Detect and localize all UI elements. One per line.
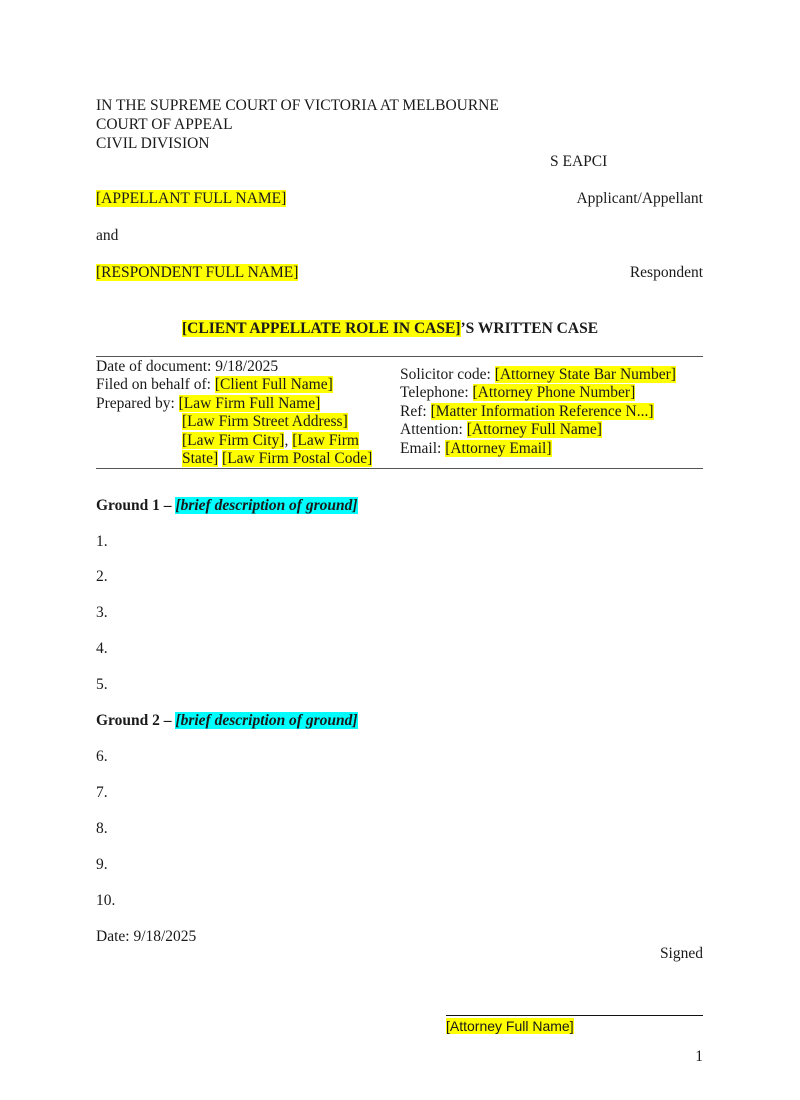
attention-label: Attention:: [400, 421, 467, 438]
paragraph-number: 6.: [96, 748, 108, 765]
prepared-label: Prepared by:: [96, 395, 179, 412]
phone-placeholder: [Attorney Phone Number]: [472, 384, 636, 401]
telephone: [400, 384, 635, 402]
paragraph-number: 10.: [96, 892, 116, 909]
info-block-top-rule: [96, 356, 703, 357]
firm-state-placeholder-1: [Law Firm: [292, 432, 359, 449]
firm-city-placeholder: [Law Firm City]: [182, 432, 285, 449]
paragraph-number: 1.: [96, 533, 108, 550]
ground-2-heading: [96, 712, 358, 730]
email: [400, 440, 552, 458]
info-block-bottom-rule: [96, 468, 703, 469]
prepared-by: [96, 395, 320, 413]
solicitor-code: [400, 366, 676, 384]
court-line-3: CIVIL DIVISION: [96, 135, 210, 152]
filed-label: Filed on behalf of:: [96, 376, 215, 393]
signed-label: Signed: [659, 945, 703, 962]
ground-2-description: [brief description of ground]: [175, 712, 358, 729]
ground-1-label: Ground 1 –: [96, 497, 176, 514]
firm-street: [182, 413, 348, 431]
client-role-placeholder: [CLIENT APPELLATE ROLE IN CASE]: [182, 320, 461, 337]
reference: [400, 403, 654, 421]
title-suffix: ’S WRITTEN CASE: [460, 320, 599, 337]
firm-name-placeholder: [Law Firm Full Name]: [178, 395, 321, 412]
appellant-role: Applicant/Appellant: [576, 190, 703, 207]
footer-date: Date: 9/18/2025: [96, 928, 197, 945]
paragraph-number: 7.: [96, 784, 108, 801]
paragraph-number: 3.: [96, 604, 108, 621]
respondent-name-placeholder: [RESPONDENT FULL NAME]: [96, 264, 299, 281]
ref-label: Ref:: [400, 403, 431, 420]
paragraph-number: 9.: [96, 856, 108, 873]
reference-placeholder: [Matter Information Reference N...]: [430, 403, 654, 420]
firm-comma: ,: [284, 432, 289, 449]
ground-1-heading: [96, 497, 358, 515]
appellant-name: [96, 190, 286, 208]
firm-street-placeholder: [Law Firm Street Address]: [182, 413, 348, 430]
document-title: [182, 320, 598, 338]
court-line-2: COURT OF APPEAL: [96, 116, 233, 133]
ground-1-description: [brief description of ground]: [175, 497, 358, 514]
paragraph-number: 2.: [96, 568, 108, 585]
filed-on-behalf: [96, 376, 333, 394]
date-of-document: Date of document: 9/18/2025: [96, 358, 279, 375]
solicitor-label: Solicitor code:: [400, 366, 495, 383]
email-label: Email:: [400, 440, 446, 457]
signatory-name: [446, 1017, 574, 1035]
respondent-name: [96, 264, 298, 282]
telephone-label: Telephone:: [400, 384, 473, 401]
paragraph-number: 5.: [96, 676, 108, 693]
firm-state-placeholder-2: State]: [182, 450, 219, 467]
paragraph-number: 4.: [96, 640, 108, 657]
respondent-role: Respondent: [629, 264, 703, 281]
appellant-name-placeholder: [APPELLANT FULL NAME]: [96, 190, 287, 207]
attention: [400, 421, 602, 439]
bar-number-placeholder: [Attorney State Bar Number]: [494, 366, 676, 383]
firm-postal-placeholder: [Law Firm Postal Code]: [222, 450, 373, 467]
court-line-1: IN THE SUPREME COURT OF VICTORIA AT MELBOURNE: [96, 97, 499, 114]
ground-2-label: Ground 2 –: [96, 712, 176, 729]
email-placeholder: [Attorney Email]: [445, 440, 552, 457]
firm-state-postal: [182, 450, 372, 468]
firm-city-state: [182, 432, 359, 450]
attorney-name-placeholder: [Attorney Full Name]: [466, 421, 602, 438]
page-number: 1: [695, 1048, 703, 1065]
signatory-placeholder: [Attorney Full Name]: [446, 1018, 574, 1034]
paragraph-number: 8.: [96, 820, 108, 837]
client-name-placeholder: [Client Full Name]: [214, 376, 333, 393]
case-number: S EAPCI: [550, 153, 608, 170]
signature-line: [446, 1015, 703, 1016]
party-conjunction: and: [96, 227, 119, 244]
